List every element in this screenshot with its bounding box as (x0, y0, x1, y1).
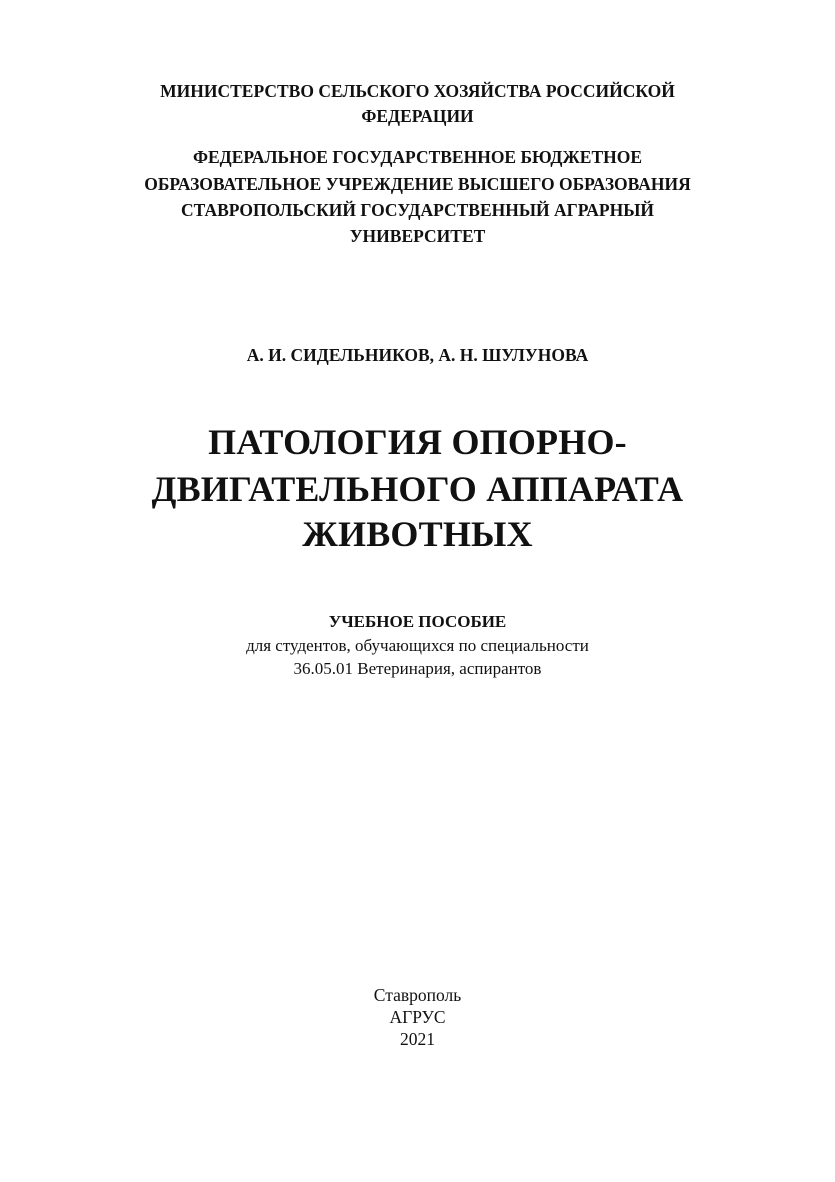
audience-line-2: 36.05.01 Ветеринария, аспирантов (293, 659, 542, 678)
imprint-publisher: АГРУС (389, 1007, 446, 1027)
institution-line-4: УНИВЕРСИТЕТ (349, 226, 486, 246)
audience-line-1: для студентов, обучающихся по специальности (246, 636, 589, 655)
imprint-year: 2021 (400, 1029, 435, 1049)
institution-line-2: ОБРАЗОВАТЕЛЬНОЕ УЧРЕЖДЕНИЕ ВЫСШЕГО ОБРАЗОВАНИЯ (144, 174, 691, 194)
ministry-line-1: МИНИСТЕРСТВО СЕЛЬСКОГО ХОЗЯЙСТВА РОССИЙСКОЙ (160, 81, 675, 101)
institution-line-1: ФЕДЕРАЛЬНОЕ ГОСУДАРСТВЕННОЕ БЮДЖЕТНОЕ (192, 147, 643, 167)
book-title-line-1: ПАТОЛОГИЯ ОПОРНО- (208, 422, 627, 462)
book-title-line-2: ДВИГАТЕЛЬНОГО АППАРАТА (151, 469, 684, 509)
book-title-line-3: ЖИВОТНЫХ (302, 514, 533, 554)
authors: А. И. СИДЕЛЬНИКОВ, А. Н. ШУЛУНОВА (246, 345, 589, 365)
institution-line-3: СТАВРОПОЛЬСКИЙ ГОСУДАРСТВЕННЫЙ АГРАРНЫЙ (181, 200, 654, 220)
imprint-city: Ставрополь (373, 985, 462, 1005)
ministry-line-2: ФЕДЕРАЦИИ (361, 106, 474, 126)
publication-type: УЧЕБНОЕ ПОСОБИЕ (328, 612, 507, 631)
